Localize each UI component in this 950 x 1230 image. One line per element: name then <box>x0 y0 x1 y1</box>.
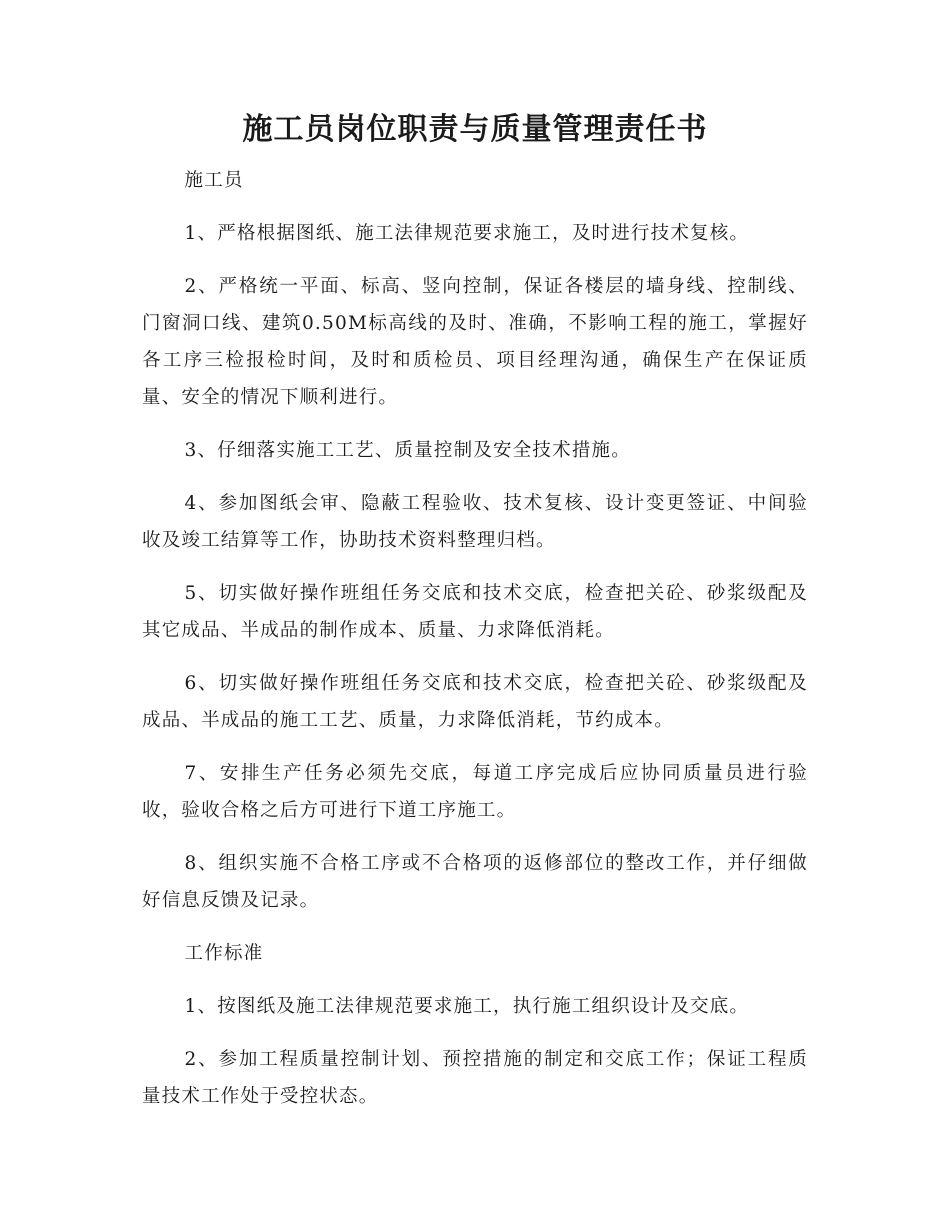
duty-item-5: 5、切实做好操作班组任务交底和技术交底，检查把关砼、砂浆级配及其它成品、半成品的制作成本、质量、力求降低消耗。 <box>142 583 808 641</box>
section-heading-construction-worker: 施工员 <box>184 170 244 191</box>
duty-item-6: 6、切实做好操作班组任务交底和技术交底，检查把关砼、砂浆级配及成品、半成品的施工工艺、质量，力求降低消耗，节约成本。 <box>142 673 808 731</box>
standard-item-2: 2、参加工程质量控制计划、预控措施的制定和交底工作；保证工程质量技术工作处于受控状态。 <box>142 1049 808 1107</box>
duty-item-7: 7、安排生产任务必须先交底，每道工序完成后应协同质量员进行验收，验收合格之后方可进行下道工序施工。 <box>142 763 808 821</box>
duty-item-4: 4、参加图纸会审、隐蔽工程验收、技术复核、设计变更签证、中间验收及竣工结算等工作，协助技术资料整理归档。 <box>142 493 808 551</box>
duty-item-8: 8、组织实施不合格工序或不合格项的返修部位的整改工作，并仔细做好信息反馈及记录。 <box>142 853 808 911</box>
standard-item-1: 1、按图纸及施工法律规范要求施工，执行施工组织设计及交底。 <box>184 996 750 1017</box>
document-title: 施工员岗位职责与质量管理责任书 <box>242 112 708 147</box>
section-heading-work-standards: 工作标准 <box>184 943 264 964</box>
duty-item-1: 1、严格根据图纸、施工法律规范要求施工，及时进行技术复核。 <box>184 223 750 244</box>
duty-item-3: 3、仔细落实施工工艺、质量控制及安全技术措施。 <box>184 440 631 461</box>
duty-item-2: 2、严格统一平面、标高、竖向控制，保证各楼层的墙身线、控制线、门窗洞口线、建筑0.50M标高线的及时、准确，不影响工程的施工，掌握好各工序三检报检时间，及时和质检员、项目经理沟通，确保生产在保证质量、安全的情况下顺利进行。 <box>142 276 808 408</box>
